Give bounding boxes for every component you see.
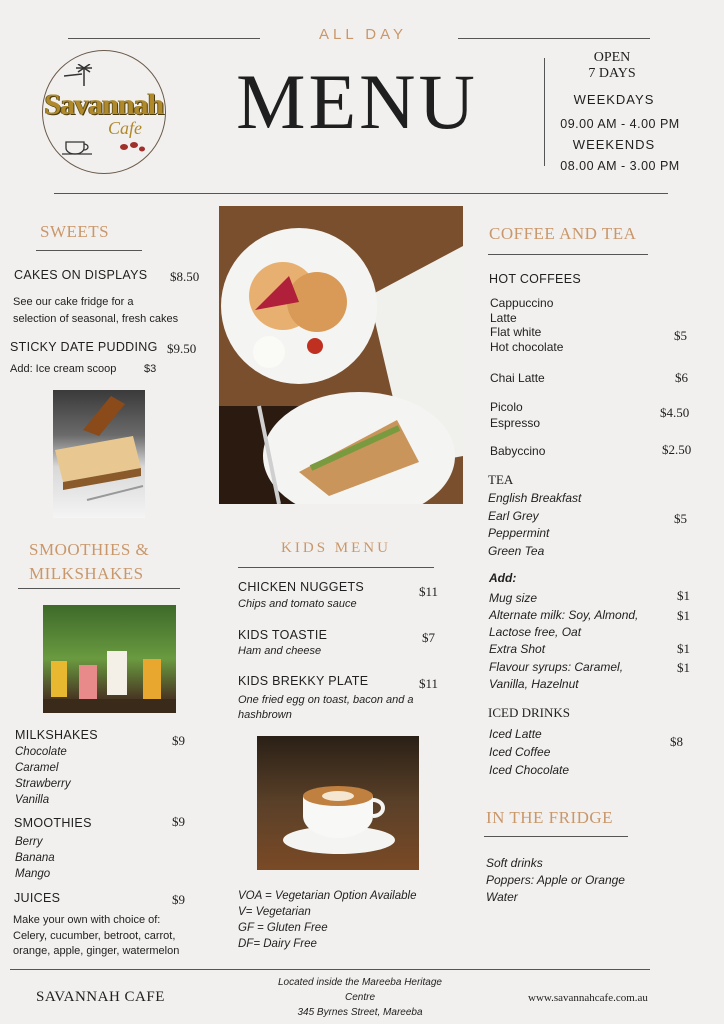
cakes-price: $8.50 xyxy=(170,269,200,284)
iced-drinks-label: ICED DRINKS xyxy=(488,705,570,720)
add-syrup-line: Vanilla, Hazelnut xyxy=(489,677,579,691)
add-milk-line: Lactose free, Oat xyxy=(489,625,582,639)
footer-rule xyxy=(10,969,650,970)
cakes-desc-line: selection of seasonal, fresh cakes xyxy=(13,313,179,325)
add-milk-line: Alternate milk: Soy, Almond, xyxy=(489,608,639,622)
location-line: 345 Byrnes Street, Mareeba xyxy=(297,1007,423,1018)
add-shot: Extra Shot xyxy=(489,642,546,656)
coffee-item: Latte xyxy=(490,310,517,325)
pancakes-illustration xyxy=(219,206,463,504)
coffee-item: Cappuccino xyxy=(490,296,554,310)
smoothie-flavour: Berry xyxy=(15,836,43,848)
kids-item-price: $11 xyxy=(419,676,439,691)
cup-icon xyxy=(62,138,98,156)
kids-item-desc: Ham and cheese xyxy=(238,645,322,657)
smoothies-rule xyxy=(18,588,180,589)
coffee-title: COFFEE AND TEA xyxy=(489,224,637,243)
juices-desc-line: Make your own with choice of: xyxy=(13,914,161,926)
coffee-item: Hot chocolate xyxy=(490,339,564,354)
legend-line: GF = Gluten Free xyxy=(238,922,328,934)
tea-price: $5 xyxy=(674,511,687,526)
kids-rule xyxy=(238,567,434,568)
weekdays-hours: 09.00 AM - 4.00 PM xyxy=(560,117,680,131)
add-label: Add: xyxy=(489,571,517,585)
kids-item-desc-line: hashbrown xyxy=(238,709,292,721)
kids-item-desc: Chips and tomato sauce xyxy=(238,598,357,610)
smoothie-flavour: Banana xyxy=(15,852,55,864)
add-shot-price: $1 xyxy=(677,641,690,656)
chai-price: $6 xyxy=(675,370,688,385)
fridge-item: Water xyxy=(486,890,518,904)
cakes-desc-line: See our cake fridge for a xyxy=(13,296,134,308)
iced-item: Iced Latte xyxy=(489,727,542,741)
location-line: Centre xyxy=(344,992,375,1003)
sweets-title: SWEETS xyxy=(40,222,110,241)
location-line: Located inside the Mareeba Heritage xyxy=(278,977,442,988)
chai-latte: Chai Latte xyxy=(490,371,545,385)
add-mug: Mug size xyxy=(489,591,538,605)
coffee-rule xyxy=(488,254,648,255)
coffee-item: Espresso xyxy=(490,415,541,430)
coffee-group-2-price: $4.50 xyxy=(660,405,690,420)
juices-desc-line: orange, apple, ginger, watermelon xyxy=(13,945,180,957)
kids-item-name: KIDS TOASTIE xyxy=(238,628,328,642)
fridge-item: Soft drinks xyxy=(486,856,543,870)
pudding-name: STICKY DATE PUDDING xyxy=(10,340,158,354)
cakes-name: CAKES ON DISPLAYS xyxy=(14,268,148,282)
kids-item-desc-line: One fried egg on toast, bacon and a xyxy=(238,694,414,706)
kids-item-name: CHICKEN NUGGETS xyxy=(238,580,365,594)
smoothies-title-line: SMOOTHIES & xyxy=(29,540,150,559)
legend-line: V= Vegetarian xyxy=(238,906,311,918)
fridge-item: Poppers: Apple or Orange xyxy=(486,873,625,887)
kids-item-name: KIDS BREKKY PLATE xyxy=(238,674,369,688)
weekdays-label: WEEKDAYS xyxy=(573,92,655,107)
pancakes-photo xyxy=(219,206,463,504)
kids-item-price: $7 xyxy=(422,630,435,645)
coffee-beans-icon xyxy=(118,140,146,154)
tea-item: English Breakfast xyxy=(488,491,582,505)
smoothies-title-line: MILKSHAKES xyxy=(29,564,144,583)
kids-item-desc xyxy=(238,693,414,723)
sweets-rule xyxy=(36,250,142,251)
smoothies-illustration xyxy=(43,605,176,713)
latte-illustration xyxy=(257,736,419,870)
iced-item: Iced Coffee xyxy=(489,745,551,759)
legend-line: DF= Dairy Free xyxy=(238,938,317,950)
tea-label: TEA xyxy=(488,472,514,487)
hours-divider xyxy=(544,58,545,166)
hot-coffees-label: HOT COFFEES xyxy=(489,272,581,286)
add-syrup xyxy=(489,659,623,693)
add-milk xyxy=(489,607,638,641)
fridge-rule xyxy=(484,836,628,837)
coffee-item: Picolo xyxy=(490,400,523,414)
milkshakes-name: MILKSHAKES xyxy=(15,728,98,742)
cakes-description xyxy=(13,294,178,328)
iced-list xyxy=(489,725,569,779)
juices-name: JUICES xyxy=(14,891,61,905)
weekends-label: WEEKENDS xyxy=(572,137,656,152)
smoothie-flavour: Mango xyxy=(15,868,51,880)
open-label: OPEN xyxy=(593,50,631,65)
tea-item: Green Tea xyxy=(488,543,545,558)
coffee-group-1-price: $5 xyxy=(674,328,687,343)
coffee-item: Flat white xyxy=(490,325,542,339)
fridge-title: IN THE FRIDGE xyxy=(486,808,614,827)
iced-price: $8 xyxy=(670,734,683,749)
pudding-price: $9.50 xyxy=(167,341,197,356)
all-day-label: ALL DAY xyxy=(318,26,408,43)
coffee-group-1 xyxy=(490,296,563,354)
footer-cafe-name: SAVANNAH CAFE xyxy=(36,989,165,1005)
add-syrup-price: $1 xyxy=(677,660,690,675)
tea-list xyxy=(488,490,581,560)
kids-menu-title: KIDS MENU xyxy=(281,540,391,556)
milkshake-flavour: Strawberry xyxy=(15,778,71,790)
windmill-icon xyxy=(64,64,104,86)
latte-photo xyxy=(257,736,419,870)
header-bottom-rule xyxy=(54,193,668,194)
smoothies-price: $9 xyxy=(172,814,185,829)
ice-cream-addon: Add: Ice cream scoop xyxy=(10,363,117,375)
footer-location xyxy=(262,975,458,1020)
babyccino-price: $2.50 xyxy=(662,442,692,457)
ice-cream-addon-price: $3 xyxy=(144,363,157,375)
coffee-group-2 xyxy=(490,400,540,431)
fridge-list xyxy=(486,855,625,906)
add-syrup-line: Flavour syrups: Caramel, xyxy=(489,660,624,674)
header-rule-right xyxy=(458,38,650,39)
logo-subtitle: Cafe xyxy=(108,118,142,138)
header-rule-left xyxy=(68,38,260,39)
tea-item: Earl Grey xyxy=(488,508,539,523)
smoothies-title xyxy=(29,538,149,586)
logo-wordmark: Savannah xyxy=(44,88,164,121)
smoothies-photo xyxy=(43,605,176,713)
milkshake-flavours xyxy=(15,744,71,808)
milkshake-flavour: Vanilla xyxy=(15,794,50,806)
weekends-hours: 08.00 AM - 3.00 PM xyxy=(560,159,680,173)
smoothie-flavours xyxy=(15,834,55,882)
page-title: MENU xyxy=(236,58,478,145)
smoothies-name: SMOOTHIES xyxy=(14,816,92,830)
dietary-legend xyxy=(238,888,416,952)
website-link[interactable]: www.savannahcafe.com.au xyxy=(528,992,648,1004)
juices-desc-line: Celery, cucumber, betroot, carrot, xyxy=(13,929,176,942)
milkshake-flavour: Caramel xyxy=(15,762,59,774)
milkshake-flavour: Chocolate xyxy=(15,746,67,758)
juices-description xyxy=(13,913,179,960)
iced-item: Iced Chocolate xyxy=(489,763,570,777)
cheesecake-photo xyxy=(53,390,145,518)
tea-item: Peppermint xyxy=(488,526,550,540)
milkshakes-price: $9 xyxy=(172,733,185,748)
kids-item-price: $11 xyxy=(419,584,439,599)
legend-line: VOA = Vegetarian Option Available xyxy=(238,890,417,902)
add-mug-price: $1 xyxy=(677,588,690,603)
cheesecake-illustration xyxy=(53,390,145,518)
babyccino: Babyccino xyxy=(490,444,546,458)
juices-price: $9 xyxy=(172,892,185,907)
add-milk-price: $1 xyxy=(677,608,690,623)
open-days: 7 DAYS xyxy=(588,66,636,81)
